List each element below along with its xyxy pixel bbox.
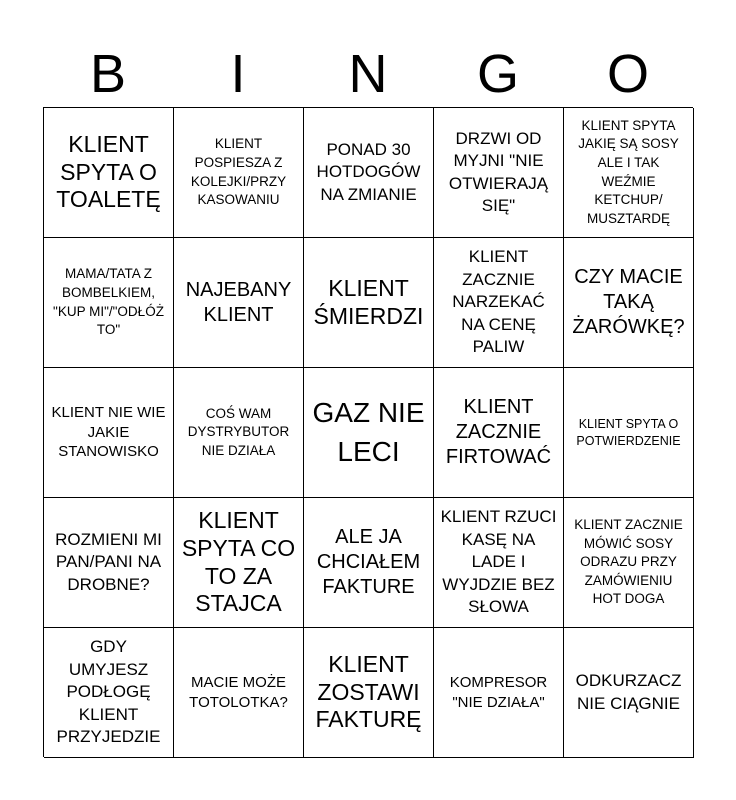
- bingo-cell: KLIENT SPYTA O TOALETĘ: [44, 108, 174, 238]
- bingo-cell: KLIENT ZACZNIE NARZEKAĆ NA CENĘ PALIW: [434, 238, 564, 368]
- bingo-cell: KLIENT SPYTA CO TO ZA STAJCA: [174, 498, 304, 628]
- bingo-cell: KLIENT ŚMIERDZI: [304, 238, 434, 368]
- bingo-cell: ALE JA CHCIAŁEM FAKTURE: [304, 498, 434, 628]
- bingo-cell: MACIE MOŻE TOTOLOTKA?: [174, 628, 304, 758]
- bingo-cell: KLIENT SPYTA O POTWIERDZENIE: [564, 368, 694, 498]
- bingo-cell: ROZMIENI MI PAN/PANI NA DROBNE?: [44, 498, 174, 628]
- header-letter-g: G: [476, 44, 519, 104]
- header-letter-n: N: [348, 44, 388, 104]
- header-letter-o: O: [606, 44, 649, 104]
- bingo-cell: ODKURZACZ NIE CIĄGNIE: [564, 628, 694, 758]
- bingo-grid: [43, 107, 693, 757]
- bingo-cell: KLIENT NIE WIE JAKIE STANOWISKO: [44, 368, 174, 498]
- bingo-cell: CZY MACIE TAKĄ ŻARÓWKĘ?: [564, 238, 694, 368]
- bingo-cell: NAJEBANY KLIENT: [174, 238, 304, 368]
- bingo-cell: KLIENT POSPIESZA Z KOLEJKI/PRZY KASOWANIU: [174, 108, 304, 238]
- bingo-cell: KLIENT RZUCI KASĘ NA LADE I WYJDZIE BEZ SŁOWA: [434, 498, 564, 628]
- bingo-cell: COŚ WAM DYSTRYBUTOR NIE DZIAŁA: [174, 368, 304, 498]
- bingo-cell: PONAD 30 HOTDOGÓW NA ZMIANIE: [304, 108, 434, 238]
- bingo-cell: KLIENT SPYTA JAKIĘ SĄ SOSY ALE I TAK WEŹMIE KETCHUP/ MUSZTARDĘ: [564, 108, 694, 238]
- bingo-cell: MAMA/TATA Z BOMBELKIEM, "KUP MI"/"ODŁÓŻ TO": [44, 238, 174, 368]
- header-letter-b: B: [89, 44, 127, 104]
- bingo-cell: GAZ NIE LECI: [304, 368, 434, 498]
- header-letter-i: I: [230, 44, 246, 104]
- bingo-cell: KLIENT ZACZNIE MÓWIĆ SOSY ODRAZU PRZY ZAMÓWIENIU HOT DOGA: [564, 498, 694, 628]
- bingo-cell: KOMPRESOR "NIE DZIAŁA": [434, 628, 564, 758]
- bingo-cell: KLIENT ZACZNIE FIRTOWAĆ: [434, 368, 564, 498]
- bingo-cell: GDY UMYJESZ PODŁOGĘ KLIENT PRZYJEDZIE: [44, 628, 174, 758]
- bingo-cell: DRZWI OD MYJNI "NIE OTWIERAJĄ SIĘ": [434, 108, 564, 238]
- bingo-cell: KLIENT ZOSTAWI FAKTURĘ: [304, 628, 434, 758]
- bingo-header: [43, 40, 693, 108]
